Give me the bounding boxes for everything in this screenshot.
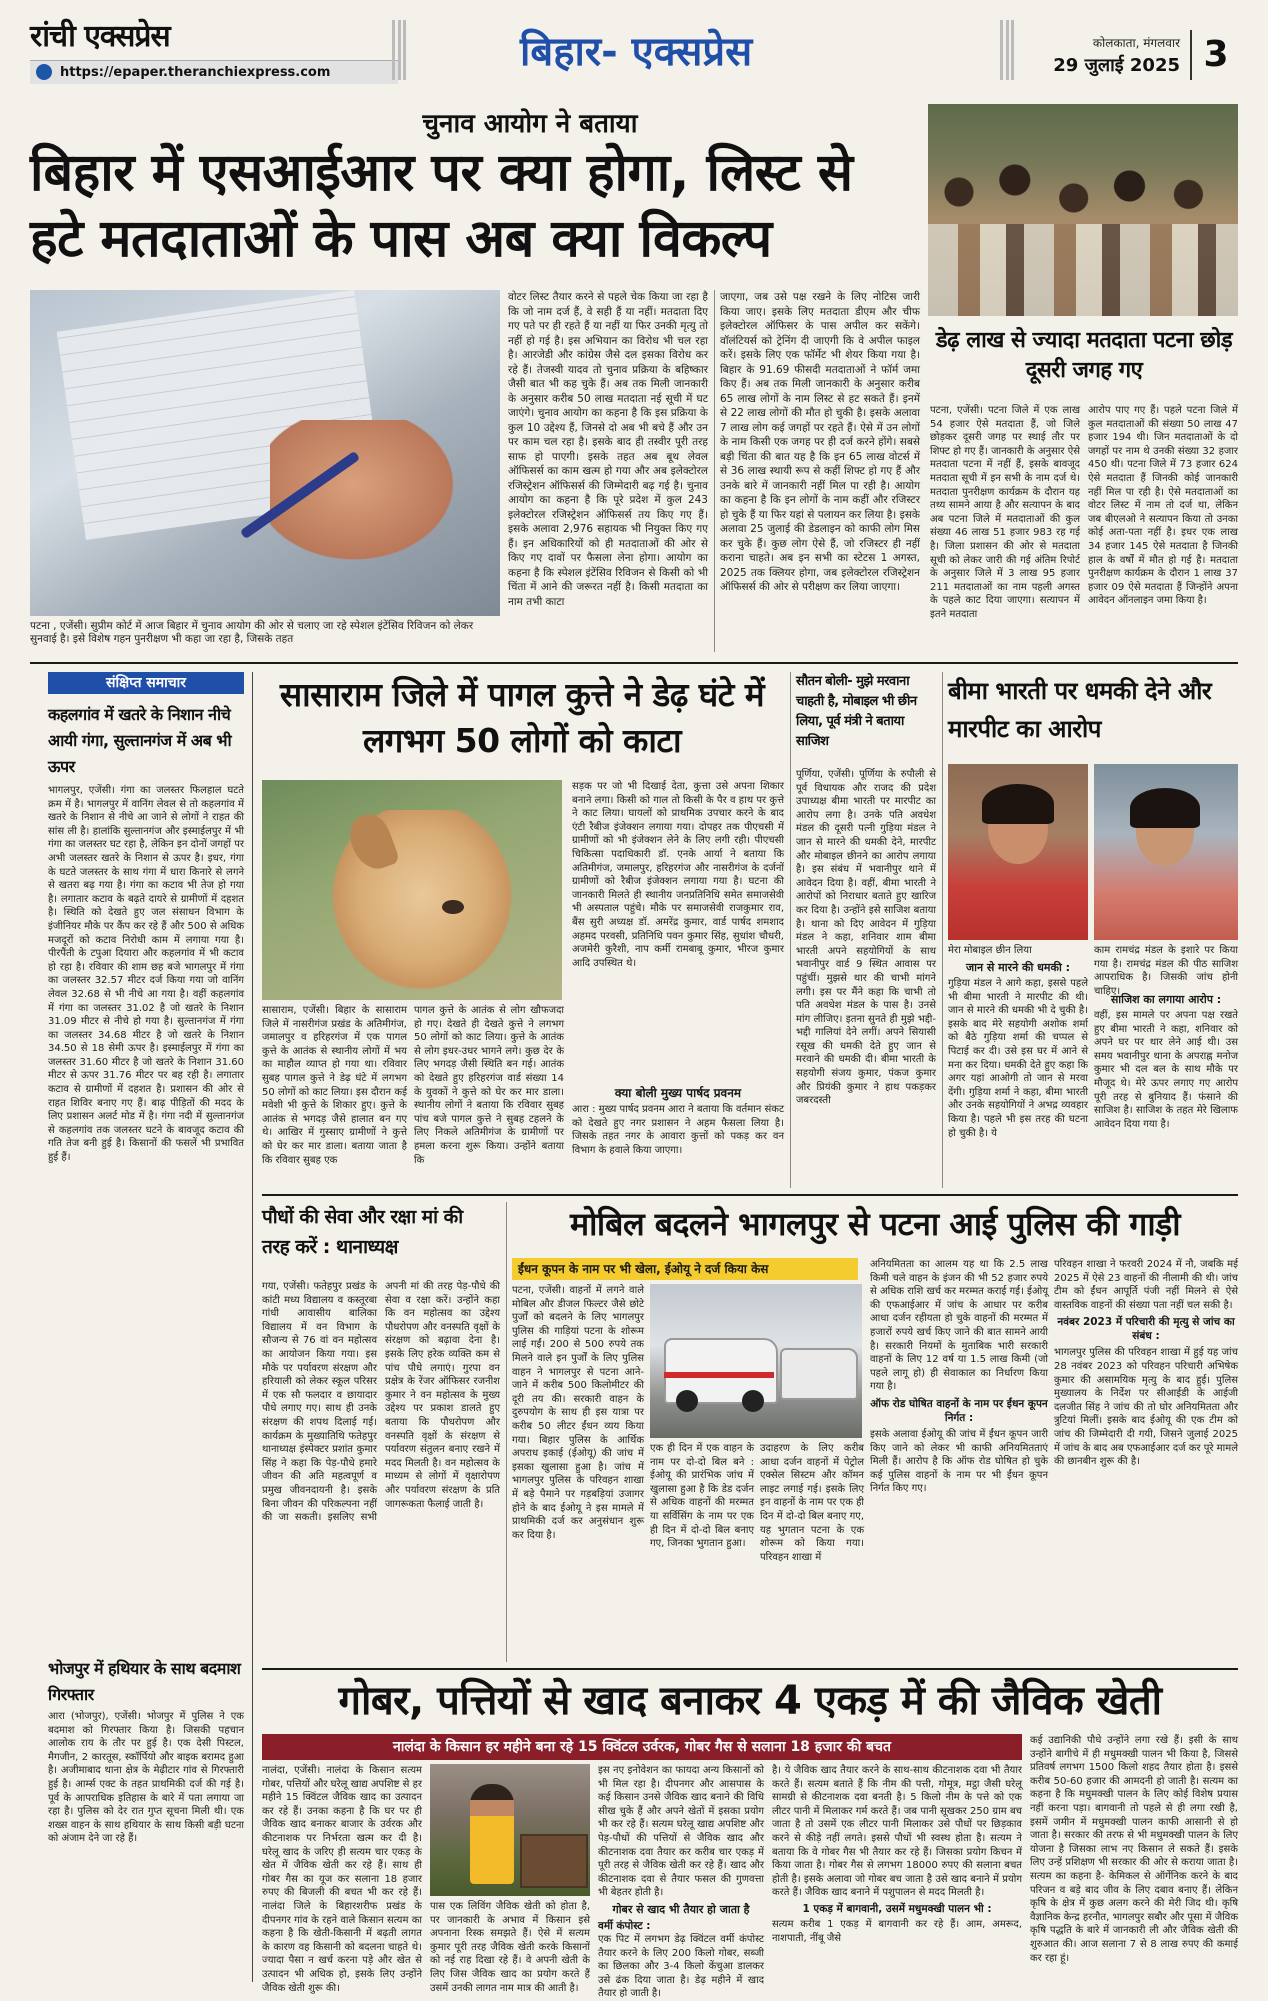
patna-headline: डेढ़ लाख से ज्यादा मतदाता पटना छोड़ दूसरी जगह गए <box>935 328 1233 383</box>
plant-divider <box>506 1202 507 1662</box>
lead-column-2: जाएगा, जब उसे पक्ष रखने के लिए नोटिस जारी किया जाए। इसके लिए मतदाता डीएम और चीफ इलेक्टोरल ऑफिसर के पास अपील कर सकेंगे। वॉलंटियर्स को ट्रेनिंग दी जाएगी कि वे अपील फाइल करें। इसके लिए एक फॉर्मेट भी शेयर किया गया है। बिहार के 91.69 फीसदी मतदाताओं ने फॉर्म जमा किए हैं। अब तक मिली जानकारी के अनुसार करीब 65 लाख लोगों के नाम लिस्ट से हट सकते हैं। इनमें से 22 लाख लोगों की मौत हो चुकी है। इसके अलावा 7 लाख लोग कई जगहों पर रहते हैं। ऐसे में उन लोगों के नाम किसी एक जगह पर ही दर्ज करने होंगे। सबसे बड़ी चिंता की बात यह है कि इन 65 लाख वोटर्स में से 36 लाख स्थायी रूप से कहीं शिफ्ट हो गए हैं और उनके बारे में जानकारी नहीं मिल पा रही है। आयोग का कहना है कि इन लोगों के नाम कहीं और रजिस्टर हो चुके हैं या फिर यहां से पलायन कर लिया है। इसके अलावा 25 जुलाई की डेडलाइन को काफी लोग मिस कर चुके हैं। कुछ लोग ऐसे हैं, जो रजिस्टर ही नहीं कराना चाहते। अब इन सभी का स्टेटस 1 अगस्त, 2025 तक क्लियर होगा, जब इलेक्टोरल रजिस्ट्रेशन ऑफिसर्स की ओर से परीक्षण कर लिया जाएगा। <box>720 291 920 593</box>
lead-headline: बिहार में एसआईआर पर क्या होगा, लिस्ट से हटे मतदाताओं के पास अब क्या विकल्प <box>30 143 853 269</box>
dog-snout <box>442 900 464 914</box>
paper-name: रांची एक्सप्रेस <box>30 19 170 54</box>
url-bar <box>30 60 398 84</box>
wheel-icon <box>742 1390 764 1412</box>
police-col4-tail: भागलपुर पुलिस की परिवहन शाखा में हुई यह जांच 28 नवंबर 2023 को परिवहन परिचारी अभिषेक कुमार की असामयिक मृत्यु के बाद हुई। पुलिस मुख्यालय के निर्देश पर सीआईडी के आईजी दलजीत सिंह ने जांच की तो घोर अनियमितता और त्रुटियां मिलीं। इसके बाद ईओयू की एक टीम को जांच की जिम्मेदारी दी गयी, जिसने जुलाई 2025 में जांच के बाद अब एफआईआर दर्ज कर पूरे मामले की छानबीन शुरू की है। <box>1054 1347 1238 1468</box>
police-car-2 <box>780 1348 858 1400</box>
police-col4-subhead: नवंबर 2023 में परिचारी की मृत्यु से जांच का संबंध : <box>1057 1316 1235 1343</box>
farm-col3-tail: सत्यम करीब 1 एकड़ में बागवानी कर रहे हैं। आम, अमरूद, नाशपाती, नींबू जैसे <box>772 1918 1022 1944</box>
police-headline: मोबिल बदलने भागलपुर से पटना आई पुलिस की गाड़ी <box>569 1205 1181 1243</box>
bima-col2-text: वहीं, इस मामले पर अपना पक्ष रखते हुए बीमा भारती ने कहा, शनिवार को अपने घर पर थार लेने आई थी। उस समय भवानीपुर थाना के अपराह्न मनोज कुमार भी दल बल के साथ मौके पर मौजूद थे। मेरे ऊपर लगाए गए आरोप पूरी तरह से बुनियाद हैं। फंसाने की साजिश है। साजिश के तहत मेरे खिलाफ आवेदन दिया गया है। <box>1094 1010 1238 1130</box>
bima-subhead-2: साजिश का लगाया आरोप : <box>1110 993 1222 1006</box>
police-column-4 <box>1054 1258 1238 1662</box>
brief-1-body: भागलपुर, एजेंसी। गंगा का जलस्तर फिलहाल घटते क्रम में है। भागलपुर में वानिंग लेवल से तो कहलगांव में खतरे के निशान से नीचे आ जाने से लोगों ने राहत की सांस ली है। हालांकि सुल्तानगंज और इस्माईलपुर में भी गंगा का जलस्तर घट रहा है, लेकिन इन दोनों जगहों पर अभी जलस्तर खतरे के निशान से ऊपर है। इधर, गंगा के घटते जलस्तर के साथ गंगा में धारा किनारे से लगने से खतरा बढ़ गया है। गंगा का कटाव भी तेज हो गया है। लगातार कटाव के बढ़ते दायरे से ग्रामीणों में दहशत है। स्थिति को देखते हुए जल संसाधन विभाग के इंजीनियर मौके पर कैंप कर रहे हैं और 500 से अधिक मजदूरों को कटाव निरोधी काम में लगाया गया है। पीरपैंती के टपुआ दियारा और कहलगांव में भी कटाव हो रहा है। रविवार की शाम छह बजे भागलपुर में गंगा का जलस्तर 32.57 मीटर दर्ज किया गया जो वानिंग लेवल 32.68 से भी नीचे आ गया है। वहीं कहलगांव में गंगा का जलस्तर 31.02 है जो खतरे के निशान 31.09 मीटर से नीचे हो गया है। सुल्तानगंज में गंगा का जलस्तर 34.68 मीटर है जो खतरे के निशान 34.50 से 18 सेमी ऊपर है। इस्माईलपुर में गंगा का जलस्तर 31.60 मीटर है जो खतरे के निशान 31.60 मीटर से ऊपर 31.76 मीटर पर बह रही है। लगातार कटाव से ग्रामीणों में दहशत है। प्रशासन की ओर से राहत शिविर बनाए गए हैं। बाढ़ पीड़ितों की मदद के लिए प्रशासन अलर्ट मोड में है। गंगा नदी में सुल्तानगंज से कहलगांव तक जलस्तर घटने के बावजूद कटाव की गति तेज बनी हुई है। किसानों की फसलें भी प्रभावित हुई हैं। <box>48 785 244 1164</box>
saas-headline: सौतन बोली- मुझे मरवाना चाहती है, मोबाइल भी छीन लिया, पूर्व मंत्री ने बताया साजिश <box>796 674 917 749</box>
paper-url[interactable]: https://epaper.theranchiexpress.com <box>60 65 331 80</box>
farm-headline: गोबर, पत्तियों से खाद बनाकर 4 एकड़ में की जैविक खेती <box>338 1678 1162 1724</box>
dog-divider <box>790 672 791 1188</box>
lead-photo-voter-list <box>30 290 500 616</box>
compost-pit <box>520 1834 588 1888</box>
bima-caption-left: मेरा मोबाइल छीन लिया <box>948 945 1032 956</box>
patna-photo-crowd <box>928 104 1238 316</box>
woman-hair-right <box>1130 788 1200 828</box>
bima-subhead-1: जान से मारने की धमकी : <box>965 961 1071 974</box>
wheel-icon <box>676 1390 698 1412</box>
issue-date: 29 जुलाई 2025 <box>1053 55 1180 76</box>
bima-caption-right: काम रामचंद्र मंडल के इशारे पर किया गया है। रामचंद्र मंडल की पीठ साजिश आपराधिक है। जिसकी जांच होनी चाहिए। <box>1094 945 1238 997</box>
bima-column-2 <box>1094 992 1238 1188</box>
police-strap <box>512 1258 858 1280</box>
bima-photo-left <box>948 764 1088 940</box>
farm-photo <box>430 1764 590 1896</box>
farm-col3-text: है। ये जैविक खाद तैयार करने के साथ-साथ कीटनाशक दवा भी तैयार करते हैं। सत्यम बताते हैं कि नीम की पत्ती, गोमूत्र, मट्ठा जैसी घरेलू सामग्री से कीटनाशक दवा बनती है। 5 किलो नीम के पत्ते को एक लीटर पानी में मिलाकर गर्म करते हैं। जब पानी सूखकर 250 ग्राम बच जाता है तो उसमें एक लीटर पानी मिलाकर उसे पौधों पर छिड़काव करने से कीड़े नहीं लगते। इससे पौधों भी स्वस्थ होता है। सत्यम ने बताया कि वे गोबर गैस भी तैयार कर रहे हैं। जिसका प्रयोग किचन में किया जाता है। गोबर गैस से लगभग 18000 रुपए की सलाना बचत होती है। इसके अलावा जो गोबर बच जाता है उसे खाद बनाने में प्रयोग करते हैं। जैविक खाद बनाने में पशुपालन से मदद मिलती है। <box>772 1765 1022 1899</box>
police-column-1: पटना, एजेंसी। वाहनों में लगने वाले मोबिल और डीजल फिल्टर जैसे छोटे पुर्जों को बदलने के लिए भागलपुर पुलिस की गाड़ियां पटना के शोरूम लाई गईं। 200 से 500 रुपये तक मिलने वाले इन पुर्जों के लिए पुलिस वाहन ने भागलपुर से पटना आने-जाने में करीब 500 किलोमीटर की दूरी तय की। सरकारी वाहन के दुरुपयोग के साथ ही इस यात्रा पर करीब 50 लीटर ईंधन व्यय किया गया। बिहार पुलिस के आर्थिक अपराध इकाई (ईओयू) की जांच में इसका खुलासा हुआ है। जांच में भागलपुर पुलिस के परिवहन शाखा में बड़े पैमाने पर गड़बड़ियां उजागर होने के बाद ईओयू ने इस मामले में प्राथमिकी दर्ज कर अनुसंधान शुरू कर दिया है। <box>512 1285 644 1541</box>
brief-2-headline: भोजपुर में हथियार के साथ बदमाश गिरफ्तार <box>48 1659 241 1704</box>
patna-column-2: आरोप पाए गए हैं। पहले पटना जिले में कुल मतदाताओं की संख्या 50 लाख 47 हजार 194 थी। जिन मतदाताओं के दो जगहों पर नाम थे उनकी संख्या 32 हजार 450 थी। पटना जिले में 73 हजार 624 ऐसे मतदाता हैं जिनकी कोई जानकारी नहीं मिल पा रही है। ऐसे मतदाताओं का वोटर लिस्ट में नाम तो दर्ज था, लेकिन जब बीएलओ ने सत्यापन किया तो उनका कोई अता-पता नहीं है। इधर एक लाख 34 हजार 145 ऐसे मतदाता है जिनकी हाल के वर्षों में मौत हो गई है। मतदाता पुनरीक्षण कार्यक्रम के दौरान 1 लाख 37 हजार 09 ऐसे मतदाता हैं जिन्होंने अपना आवेदन ऑनलाइन जमा किया है। <box>1088 405 1238 607</box>
masthead-divider-right <box>1000 20 1014 80</box>
police-column-2: उदाहरण के लिए करीब आधा दर्जन वाहनों में पेट्रोल एक्सेल सिस्टम और कॉमन लाइट लगाई गई। इसके लिए इन वाहनों के नाम पर एक ही दिन में दो-दो बिल बनाए गए, यह भुगतान पटना के एक शोरूम को किया गया। परिवहन शाखा में <box>760 1443 864 1563</box>
globe-icon <box>36 64 52 80</box>
police-col3-tail: इसके अलावा ईओयू की जांच में ईंधन कूपन जारी किए जाने को लेकर भी काफी अनियमितताएं मिली हैं। आरोप है कि ऑफ रोड घोषित हो चुके कई पुलिस वाहनों के नाम पर भी ईंधन कूपन निर्गत किए गए। <box>870 1428 1048 1495</box>
lead-column-1: वोटर लिस्ट तैयार करने से पहले चेक किया जा रहा है कि जो नाम दर्ज हैं, वे सही हैं या नहीं। मतदाता दिए गए पते पर ही रहते हैं या नहीं या फिर उनकी मृत्यु तो नहीं हो गई है। इस अभियान का विरोध भी चल रहा है। आरजेडी और कांग्रेस जैसे दल इसका विरोध कर रहे हैं। तेजस्वी यादव तो चुनाव प्रक्रिया के बहिष्कार जैसी बात भी कह चुके हैं। अब तक मिली जानकारी के अनुसार करीब 50 लाख मतदाता नई सूची में घट जाएंगे। चुनाव आयोग का कहना है कि इस प्रक्रिया के कुल 10 उद्देश्य हैं, जिनसे दो अब भी बचे हैं और उन पर काम चल रहा है। इसके बाद ही तस्वीर पूरी तरह साफ हो पाएगी। इसके तहत अब बूथ लेवल ऑफिसर्स का काम खत्म हो गया और अब इलेक्टोरल रजिस्ट्रेशन ऑफिसर्स की जिम्मेदारी बढ़ गई है। चुनाव आयोग का कहना है कि पूरे प्रदेश में कुल 243 इलेक्टोरल रजिस्ट्रेशन ऑफिसर्स तय किए गए हैं। इसके अलावा 2,976 सहायक भी नियुक्त किए गए हैं। इन अधिकारियों को ही मतदाताओं की ओर से किए गए दावों पर फैसला लेना होगा। आयोग का कहना है कि स्पेशल इंटेंसिव रिविजन से किसी को भी चिंता में आने की जरूरत नहीं है। किसी मतदाता का नाम तभी काटा <box>508 291 708 608</box>
masthead-divider-left <box>392 20 406 80</box>
plant-body-text: गया, एजेंसी। फतेहपुर प्रखंड के कांटी मध्य विद्यालय व कस्तूरबा गांधी आवासीय बालिका विद्यालय में वन विभाग के सौजन्य से 76 वां वन महोत्सव का आयोजन किया गया। इस मौके पर पर्यावरण संरक्षण और हरियाली को लेकर स्कूल परिसर में एक सौ फलदार व छायादार पौधे लगाए गए। साथ ही उनके संरक्षण की शपथ दिलाई गई। कार्यक्रम के मुख्यातिथि फतेहपुर थानाध्यक्ष इंस्पेक्टर प्रशांत कुमार सिंह ने कहा कि पेड़-पौधे हमारे जीवन की अति महत्वपूर्ण व प्रमुख जीवनदायनी है। इसके बिना जीवन की परिकल्पना नहीं की जा सकती। इसलिए सभी अपनी मां की तरह पेड़-पौधे की सेवा व रक्षा करें। उन्होंने कहा कि वन महोत्सव का उद्देश्य पौधरोपण और वनस्पति वृक्षों के संरक्षण को बढ़ावा देना है। इसके लिए हरेक व्यक्ति कम से पांच पौधे लगाएं। गुरपा वन प्रक्षेत्र के रेंजर ऑफिसर रजनीश कुमार ने वन महोत्सव के मुख्य उद्देश्य पर प्रकाश डालते हुए बताया कि पौधरोपण और वनस्पति वृक्षों के संरक्षण से पर्यावरण संतुलन बनाए रखने में मदद मिलती है। वन महोत्सव के माध्यम से लोगों में वृक्षारोपण और पर्यावरण संरक्षण के प्रति जागरूकता फैलाई जाती है। <box>262 1281 500 1524</box>
farm-col3-subhead: 1 एकड़ में बागवानी, उसमें मधुमक्खी पालन भी : <box>802 1902 992 1915</box>
farm-col2-tail: एक पिट में लगभग डेढ़ क्विंटल वर्मी कंपोस्ट तैयार करने के लिए 200 किलो गोबर, सब्जी का छिलका और 3-4 किलो केंचुआ डालकर उसे ढंक दिया जाता है। डेढ़ महीने में खाद तैयार हो जाती है। <box>598 1933 764 2000</box>
bima-col1-text: गुड़िया मंडल ने आगे कहा, इससे पहले भी बीमा भारती ने मारपीट की थी। जान से मारने की धमकी भी दे चुकी है। इसके बाद मेरे सहयोगी अशोक शर्मा को बैठे गुड़िया शर्मा की चप्पल से पिटाई कर दी। उसे इस घर में आने से मना कर दिया। धमकी देते हुए कहा कि अगर यहां आओगी तो जान से मरवा देंगी। गुड़िया शर्मा ने कहा, बीमा भारती और उनके सहयोगियों ने अभद्र व्यवहार किया है। पहले भी इस तरह की घटना हो चुकी है। ये <box>948 978 1088 1139</box>
patna-column-1: पटना, एजेंसी। पटना जिले में एक लाख 54 हजार ऐसे मतदाता हैं, जो जिले छोड़कर दूसरी जगह पर स्थाई तौर पर शिफ्ट हो गए हैं। जानकारी के अनुसार ऐसे मतदाता पटना में नहीं हैं, इसके बावजूद मतदाता सूची में इन सभी के नाम दर्ज थे। मतदाता पुनरीक्षण कार्यक्रम के दौरान यह तथ्य सामने आया है और सत्यापन के बाद अब पटना जिले में मतदाताओं की कुल संख्या 46 लाख 51 हजार 983 रह गई है। जिला प्रशासन की ओर से मतदाता सूची को लेकर जारी की गई अंतिम रिपोर्ट के अनुसार जिले में 3 लाख 95 हजार 211 मतदाताओं का नाम पहली अगस्त के पहले काट दिया जाएगा। सत्यापन में इतने मतदाता <box>930 405 1080 620</box>
plant-headline: पौधों की सेवा और रक्षा मां की तरह करें : थानाध्यक्ष <box>262 1206 463 1258</box>
farm-column-3 <box>772 1764 1022 1980</box>
farm-col2-subhead: गोबर से खाद भी तैयार हो जाता है <box>612 1902 750 1916</box>
middle-rule <box>262 1194 1238 1196</box>
dog-headline: सासाराम जिले में पागल कुत्ते ने डेढ़ घंटे में लगभग 50 लोगों को काटा <box>279 675 765 760</box>
dog-column-1: सासाराम, एजेंसी। बिहार के सासाराम जिले में नासरीगंज प्रखंड के अतिमीगंज, जमालपुर व हरिहरगंज में एक पागल कुत्ते के आतंक से स्थानीय लोगों में भय का माहौल व्याप्त हो गया था। रविवार सुबह पागल कुत्ते ने डेढ़ घंटे में लगभग 50 लोगों को काट लिया। इस दौरान कई मवेशी भी कुत्ते के शिकार हुए। कुत्ते के आतंक से भगदड़ जैसे हालात बन गए थे। आखिर में गुस्साए ग्रामीणों ने कुत्ते को घेर कर मार डाला। बताया जाता है कि रविवार सुबह एक <box>262 1005 407 1166</box>
police-car-stripe <box>664 1372 774 1378</box>
farm-photo-caption: पास एक लिविंग जैविक खेती को होता है, पर जानकारी के अभाव में किसान इसे अपनाना रिस्क समझते हैं। ऐसे में सत्यम कुमार पूरी तरह जैविक खेती करके किसानों को नई राह दिखा रहे हैं। वे अपनी खेती के लिए जिस जैविक खाद का प्रयोग करते हैं उसमें उनकी लागत नाम मात्र की आती है। <box>430 1901 590 1994</box>
farmer-figure <box>470 1784 514 1884</box>
farm-strap <box>262 1734 1022 1760</box>
page-number-text: 3 <box>1203 34 1229 75</box>
saas-body: पूर्णिया, एजेंसी। पूर्णिया के रुपौली से पूर्व विधायक और राजद की प्रदेश उपाध्यक्ष बीमा भारती पर मारपीट का आरोप लगा है। उनके पति अवधेश मंडल की दूसरी पत्नी गुड़िया मंडल ने जान से मारने की धमकी देने, मारपीट और मोबाइल छीनने का आरोप लगाया है। इस संबंध में भवानीपुर थाने में आवेदन दिया है। वहीं, बीमा भारती ने आरोपों को निराधार बताते हुए खारिज कर दिया है। उन्होंने इसे साजिश बताया है। थाना को दिए आवेदन में गुड़िया मंडल ने कहा, शनिवार शाम बीमा भारती अपने सहयोगियों के साथ भवानीपुर वार्ड 9 स्थित आवास पर पहुंचीं। मुझसे थार की चाभी मांगने लगी। इस पर मैंने कहा कि चाभी तो पति अवधेश मंडल के पास है। उनसे मांग लीजिए। इतना सुनते ही मुझे भद्दी-भद्दी गालियां देने लगीं। अपने सियासी रसूख की धमकी देते हुए जान से मरवाने की धमकी दी। बीमा भारती के सहयोगी संजय कुमार, पंकज कुमार और प्रियंकी कुमार ने हाथ पकड़कर जबरदस्ती <box>796 769 936 1107</box>
farm-column-4: कई उद्यानिकी पौधे उन्होंने लगा रखे हैं। इसी के साथ उन्होंने बागीचे में ही मधुमक्खी पालन भी किया है, जिससे प्रतिवर्ष लगभग 1500 किलो शहद तैयार होता है। इससे करीब 50-60 हजार की आमदनी हो जाती है। सत्यम का कहना है कि मधुमक्खी पालन के लिए कोई विशेष प्रयास नहीं करना पड़ा। बागवानी तो पहले से ही लगा रखी है, इसमें जमीन में मधुमक्खी पालन काफी आसानी से हो जाता है। सरकार की तरफ से भी मधुमक्खी पालन के लिए योजना है जिसका लाभ नए किसान ले सकते हैं। इसके लिए उन्हें प्रशिक्षण भी सरकार की ओर से कराया जाता है। सत्यम का कहना है- केमिकल से ऑर्गेनिक करने के बाद परिजन व बड़े बाद जीव के लिए दबाव बनाए हैं। लेकिन कृषि के क्षेत्र में कुछ अलग करने की मेरी जिद थी। कृषि वैज्ञानिक केन्द्र हरनौत, भागलपुर सबौर और पूसा में जैविक कृषि पद्धति के बारे में जानकारी ली और जैविक खेती की शुरुआत की। आज सलाना 7 से 8 लाख रुपए की कमाई कर रहा हूं। <box>1030 1735 1238 1964</box>
brief-news-label-text: संक्षिप्त समाचार <box>106 675 186 691</box>
dog-column-3-tail: आरा : मुख्य पार्षद प्रवनम आरा ने बताया कि वर्तमान संकट को देखते हुए नगर प्रशासन ने अहम फैसला लिया है। जिसके तहत नगर के आवारा कुत्तों को पकड़ कर वन विभाग के हवाले किया जाएगा। <box>572 1104 784 1156</box>
farm-strap-text: नालंदा के किसान हर महीने बना रहे 15 क्विंटल उर्वरक, गोबर गैस से सलाना 18 हजार की बचत <box>393 1739 891 1755</box>
bima-photo-right <box>1094 764 1238 940</box>
police-photo-vehicles <box>650 1284 862 1438</box>
dog-column-3 <box>572 780 784 1188</box>
lead-column-divider <box>714 290 715 652</box>
farm-column-2 <box>598 1764 764 2000</box>
lead-kicker <box>340 104 720 139</box>
police-strap-text: ईंधन कूपन के नाम पर भी खेला, ईओयू ने दर्ज किया केस <box>518 1262 769 1276</box>
brief-column-divider <box>252 672 253 1982</box>
lead-photo-caption: पटना , एजेंसी। सुप्रीम कोर्ट में आज बिहार में चुनाव आयोग की ओर से चलाए जा रहे स्पेशल इंटेंसिव रिविजन को लेकर सुनवाई है। इसे विशेष गहन पुनरीक्षण भी कहा जा रहा है, जिसके तहत <box>30 620 474 645</box>
brief-1-headline: कहलगांव में खतरे के निशान नीचे आयी गंगा, सुल्तानगंज में अब भी ऊपर <box>48 705 232 776</box>
police-photo-caption: एक ही दिन में एक वाहन के नाम पर दो-दो बिल बने : ईओयू की प्रारंभिक जांच में खुलासा हुआ है कि डेड दर्जन से अधिक वाहनों की मरम्मत या सर्विसिंग के नाम पर एक ही दिन में दो-दो बिल बनाए गए, जिनका भुगतान हुआ। <box>650 1443 754 1550</box>
dog-column-3-subhead: क्या बोली मुख्य पार्षद प्रवनम <box>614 1086 742 1100</box>
police-col3-text: अनियमितता का आलम यह था कि 2.5 लाख किमी चले वाहन के इंजन की भी 52 हजार रुपये से अधिक राशि खर्च कर मरम्मत कराई गई। ईओयू की एफआईआर में जांच के आधार पर करीब आधा दर्जन रहीयता हो चुके वाहनों की मरम्मत में हजारों रुपये खर्च किए जाने की बात सामने आयी है। सरकारी नियमों के मुताबिक भारी सरकारी वाहनों के लिए 12 वर्ष या 1.5 लाख किमी (जो पहले लागू हो) ही सेवाकाल का निर्धारण किया गया है। <box>870 1259 1048 1393</box>
police-column-3 <box>870 1258 1048 1662</box>
brief-2-body: आरा (भोजपुर), एजेंसी। भोजपुर में पुलिस ने एक बदमाश को गिरफ्तार किया है। जिसकी पहचान आलोक राय के तौर पर हुई है। एक देसी पिस्टल, मैगजीन, 2 कारतूस, स्कॉर्पियो और बाइक बरामद हुआ है। अजीमाबाद थाना क्षेत्र के मेढ़ीटार गांव से गिरफ्तारी हुई है। आर्म्स एक्ट के तहत प्राथमिकी दर्ज की गई है। पूर्व के आपराधिक इतिहास के बारे में पता लगाया जा रहा है। पुलिस को देर रात गुप्त सूचना मिली थी। एक शख्स वाहन के साथ हथियार के साथ किसी बड़ी घटना को अंजाम देने जा रहे हैं। <box>48 1711 244 1845</box>
saas-divider <box>942 672 943 1188</box>
masthead <box>0 0 1268 92</box>
farm-column-1: नालंदा, एजेंसी। नालंदा के किसान सत्यम गोबर, पत्तियों और घरेलू खाद्य अपशिष्ट से हर महीने 15 क्विंटल जैविक खाद का उत्पादन कर रहे हैं। उनका कहना है कि घर पर ही जैविक खाद बनाकर बाजार के उर्वरक और कीटनाशक पर निर्भरता खत्म कर दी है। घरेलू खाद के जरिए ही सत्यम चार एकड़ के खेत में जैविक खेती कर रहे हैं। साथ ही गोबर गैस का यूज कर सलाना 18 हजार रुपए की बिजली की बचत भी कर रहे हैं। नालंदा जिले के बिहारशरीफ प्रखंड के दीपनगर गांव के रहने वाले किसान सत्यम का कहना है कि खेती-किसानी में बढ़ती लागत के कारण वह किसानी को बदलना चाहते थे। ज्यादा पैसा न खर्च करना पड़े और खेत से उत्पादन भी अधिक हो, इसके लिए उन्होंने जैविक खेती शुरू की। <box>262 1765 422 1994</box>
brief-news-label <box>48 672 244 694</box>
page-number <box>1190 30 1240 80</box>
lower-rule <box>262 1668 1238 1670</box>
lead-bottom-rule <box>30 662 1238 664</box>
bima-headline: बीमा भारती पर धमकी देने और मारपीट का आरोप <box>948 677 1212 743</box>
edition-title-text: बिहार- एक्सप्रेस <box>520 29 753 75</box>
farm-col2-text: इस नए इनोवेशन का फायदा अन्य किसानों को भी मिल रहा है। दीपनगर और आसपास के कई किसान उनसे जैविक खाद बनाने की विधि सीख चुके हैं और अपने खेतों में इसका प्रयोग भी कर रहे हैं। सत्यम घरेलू खाद्य अपशिष्ट और पेड़-पौधों की पत्तियों से जैविक खाद और कीटनाशक दवा तैयार कर करीब चार एकड़ में पूरी तरह से जैविक खेती कर रहे हैं। खाद और कीटनाशक दवा से तैयार फसल की गुणवत्ता भी बेहतर होती है। <box>598 1765 764 1899</box>
lead-kicker-text: चुनाव आयोग ने बताया <box>422 109 638 139</box>
dog-column-2: पागल कुत्ते के आतंक से लोग खौफजदा हो गए। देखते ही देखते कुत्ते ने लगभग 50 लोगों को काट लिया। कुत्ते के आतंक से लोग इधर-उधर भागने लगे। कुछ देर के लिए भगदड़ जैसी स्थिति बन गई। आतंक को देखते हुए हरिहरगंज वार्ड संख्या 14 के युवकों ने कुत्ते को घेर कर मार डाला। स्थानीय लोगों ने बताया कि रविवार सुबह पांच बजे पागल कुत्ते ने सुबह टहलने के लिए निकले अतिमीगंज के ग्रामीणों पर हमला करना शुरू किया। उन्होंने बताया कि <box>414 1005 564 1166</box>
dog-column-3-text: सड़क पर जो भी दिखाई देता, कुत्ता उसे अपना शिकार बनाने लगा। किसी को गाल तो किसी के पैर व हाथ पर कुत्ते ने काट लिया। घायलों को प्राथमिक उपचार करने के बाद एंटी रैबीज इंजेक्शन लगाया गया। दोपहर तक पीएचसी में ग्रामीणों को भी इंजेक्शन लेने के लिए लगी रही। पीएचसी चिकित्सा पदाधिकारी डॉ. एनके आर्या ने बताया कि अतिमीगंज, जमालपुर, हरिहरगंज और नासरीगंज के दर्जनों ग्रामीणों को रैबीज इंजेक्शन लगाया गया है। घटना की जानकारी मिलते ही स्थानीय जनप्रतिनिधि समेत समाजसेवी भी अस्पताल पहुंचे। मौके पर समाजसेवी राजकुमार राव, बैंस सुरी अध्यक्ष डॉ. अमरेंद्र कुमार, वार्ड पार्षद शमशाद अहमद परवसी, प्रतिनिधि पवन कुमार सिंह, सुधांश चौधरी, अजमेरी कुरैशी, नाप कर्मी रामबाबू कुमार, भीरज कुमार आदि उपस्थित थे। <box>572 781 784 969</box>
dog-photo <box>262 780 562 1000</box>
police-col3-subhead: ऑफ रोड घोषित वाहनों के नाम पर ईंधन कूपन निर्गत : <box>870 1397 1048 1424</box>
paper-logo <box>30 14 270 54</box>
edition-title <box>520 22 820 78</box>
crowd-clothes <box>928 224 1238 316</box>
police-col4-text: परिवहन शाखा ने फरवरी 2024 में नौ, जबकि मई 2025 में ऐसे 23 वाहनों की नीलामी की थी। जांच टीम को ईंधन आपूर्ति पंजी नहीं मिलने से ऐसे वास्तविक वाहनों की संख्या पता नहीं चल सकी है। <box>1054 1259 1238 1311</box>
dateline <box>1040 34 1180 84</box>
farm-col2-sub2: वर्मी कंपोस्ट : <box>598 1919 651 1932</box>
bima-column-1 <box>948 960 1088 1188</box>
city-day: कोलकाता, मंगलवार <box>1092 36 1180 50</box>
woman-hair-left <box>982 784 1054 824</box>
plant-body <box>262 1280 500 1660</box>
